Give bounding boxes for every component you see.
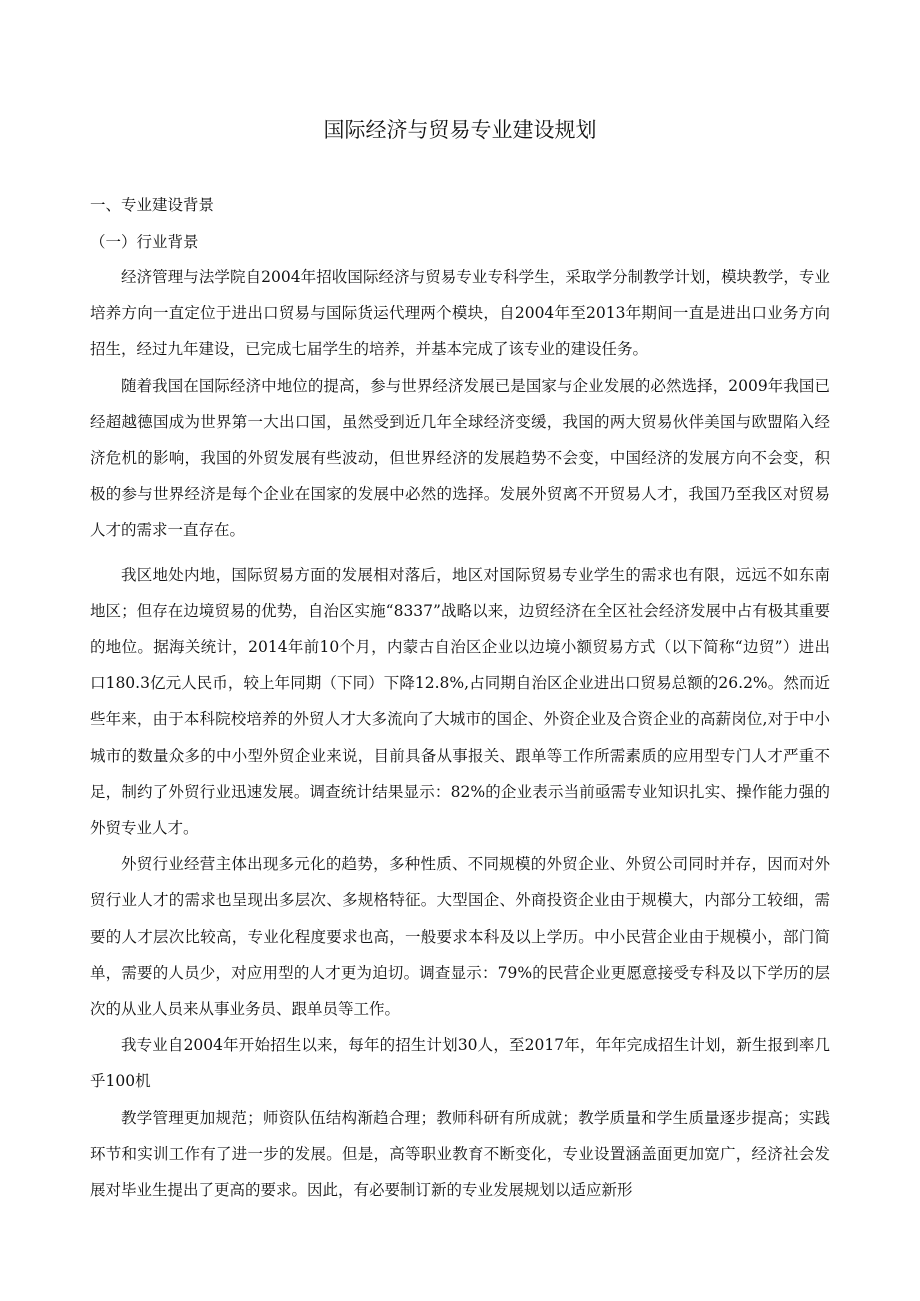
subsection-heading: （一）行业背景 [90, 233, 199, 251]
paragraph-2: 随着我国在国际经济中地位的提高，参与世界经济发展已是国家与企业发展的必然选择，2009年我国已经超越德国成为世界第一大出口国，虽然受到近几年全球经济变缓，我国的两大贸易伙伴美国与欧盟陷入经济危机的影响，我国的外贸发展有些波动，但世界经济的发展趋势不会变，中国经济的发展方向不会变，积极的参与世界经济是每个企业在国家的发展中必然的选择。发展外贸离不开贸易人才，我国乃至我区对贸易人才的需求一直存在。 [90, 376, 830, 540]
paragraph-1: 经济管理与法学院自2004年招收国际经济与贸易专业专科学生，采取学分制教学计划，模块教学，专业培养方向一直定位于进出口贸易与国际货运代理两个模块，自2004年至2013年期间一直是进出口业务方向招生，经过九年建设，已完成七届学生的培养，并基本完成了该专业的建设任务。 [90, 268, 830, 359]
paragraph-5: 我专业自2004年开始招生以来，每年的招生计划30人，至2017年，年年完成招生计划，新生报到率几乎100机 [90, 1036, 830, 1091]
paragraph-6: 教学管理更加规范；师资队伍结构渐趋合理；教师科研有所成就；教学质量和学生质量逐步提高；实践环节和实训工作有了进一步的发展。但是，高等职业教育不断变化，专业设置涵盖面更加宽广，经济社会发展对毕业生提出了更高的要求。因此，有必要制订新的专业发展规划以适应新形 [90, 1108, 830, 1200]
document-title: 国际经济与贸易专业建设规划 [323, 118, 597, 142]
paragraph-3: 我区地处内地，国际贸易方面的发展相对落后，地区对国际贸易专业学生的需求也有限，远远不如东南地区；但存在边境贸易的优势，自治区实施“8337”战略以来，边贸经济在全区社会经济发展中占有极其重要的地位。据海关统计，2014年前10个月，内蒙古自治区企业以边境小额贸易方式（以下简称“边贸”）进出口180.3亿元人民币，较上年同期（下同）下降12.8%,占同期自治区企业进出口贸易总额的26.2%。然而近些年来，由于本科院校培养的外贸人才大多流向了大城市的国企、外资企业及合资企业的高薪岗位,对于中小城市的数量众多的中小型外贸企业来说，目前具备从事报关、跟单等工作所需素质的应用型专门人才严重不足，制约了外贸行业迅速发展。调查统计结果显示：82%的企业表示当前亟需专业知识扎实、操作能力强的外贸专业人才。 [90, 565, 830, 838]
section-heading: 一、专业建设背景 [90, 196, 215, 214]
document-body [90, 259, 830, 1208]
paragraph-4: 外贸行业经营主体出现多元化的趋势，多种性质、不同规模的外贸企业、外贸公司同时并存，因而对外贸行业人才的需求也呈现出多层次、多规格特征。大型国企、外商投资企业由于规模大，内部分工较细，需要的人才层次比较高，专业化程度要求也高，一般要求本科及以上学历。中小民营企业由于规模小，部门简单，需要的人员少，对应用型的人才更为迫切。调查显示：79%的民营企业更愿意接受专科及以下学历的层次的从业人员来从事业务员、跟单员等工作。 [90, 855, 830, 1019]
